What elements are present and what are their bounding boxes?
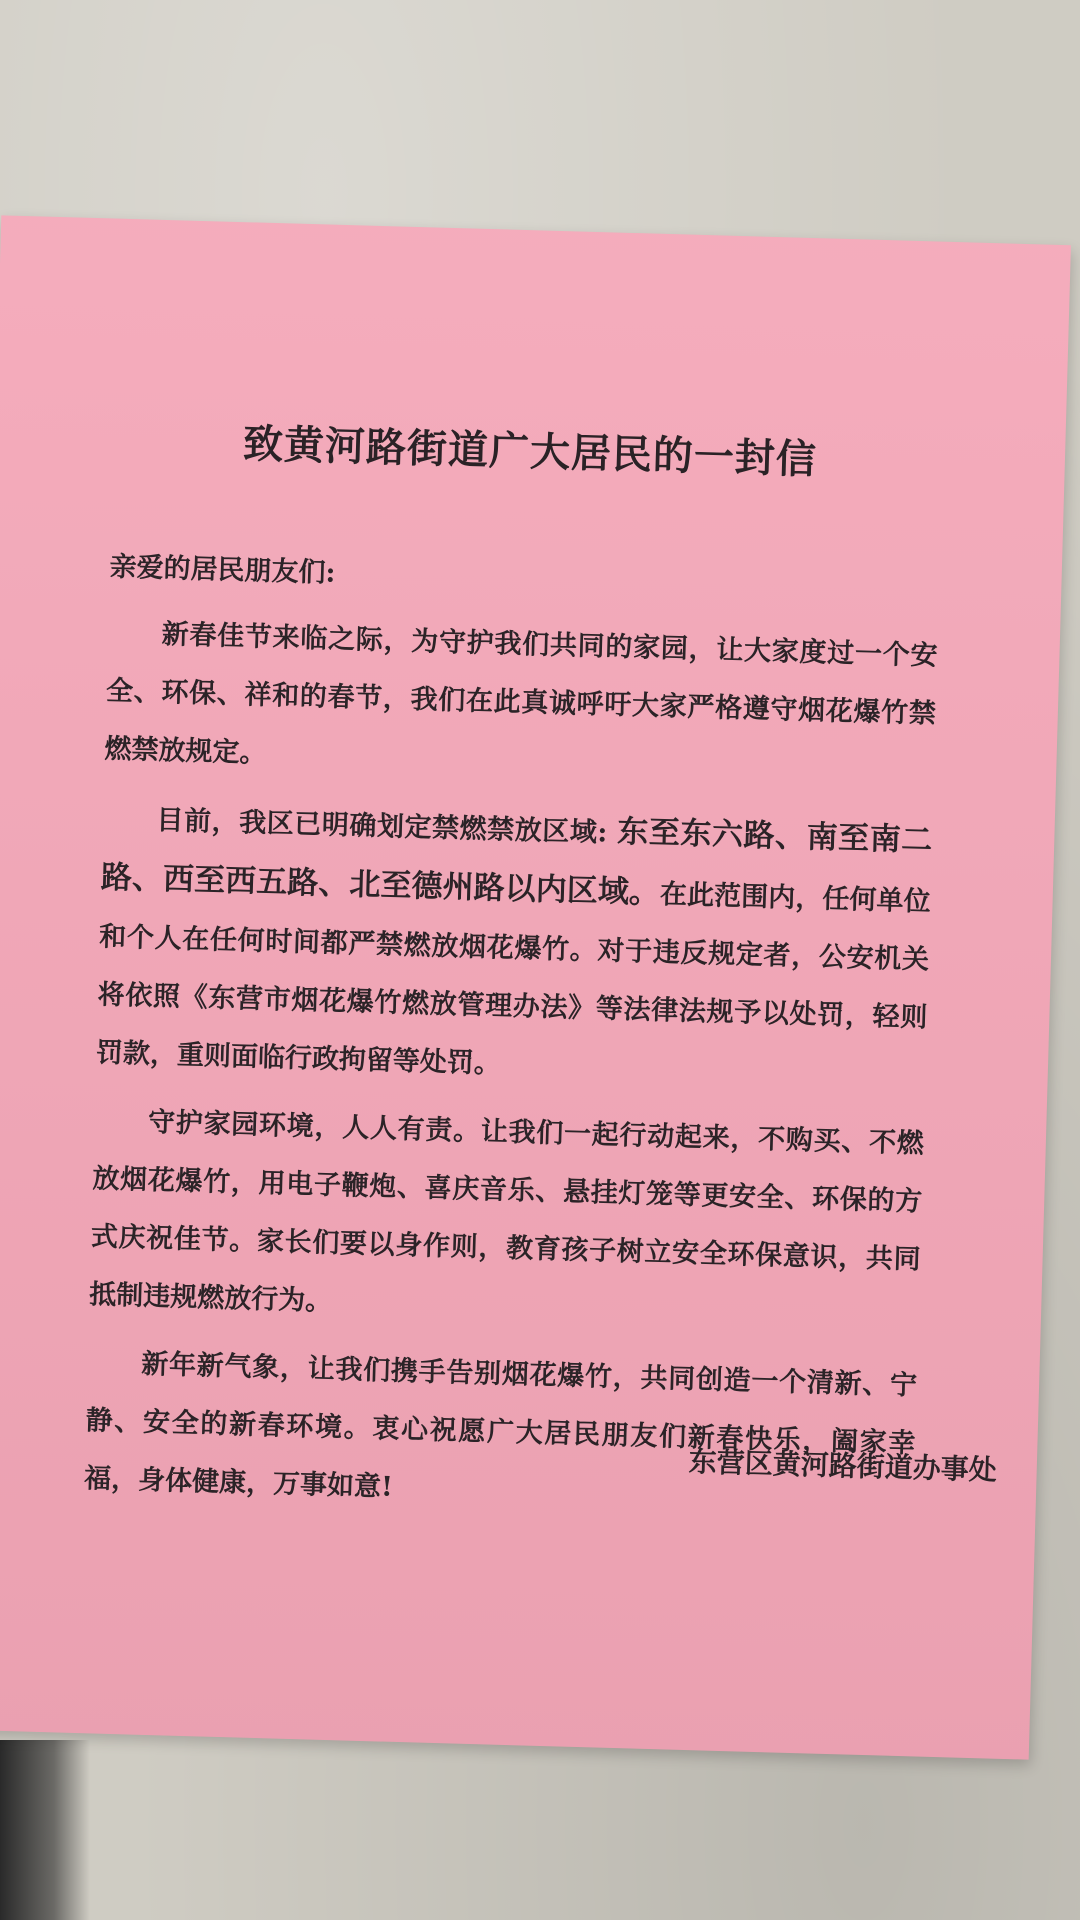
paragraph-2-lead: 目前，我区已明确划定禁燃禁放区域: <box>156 804 618 849</box>
paragraph-1: 新春佳节来临之际，为守护我们共同的家园，让大家度过一个安全、环保、祥和的春节，我们在此真诚呼吁大家严格遵守烟花爆竹禁燃禁放规定。 <box>104 619 938 769</box>
letter-title: 致黄河路街道广大居民的一封信 <box>242 420 818 484</box>
paragraph-3: 守护家园环境，人人有责。让我们一起行动起来，不购买、不燃放烟花爆竹，用电子鞭炮、喜庆音乐、悬挂灯笼等更安全、环保的方式庆祝佳节。家长们要以身作则，教育孩子树立安全环保意识，共同抵制违规燃放行为。 <box>88 1106 925 1318</box>
letter-body <box>83 539 940 1542</box>
restricted-zone-text: 东至东六路、南至南二路、西至西五路、北至德州路以内区域。 <box>100 813 933 912</box>
paragraph-4: 新年新气象，让我们携手告别烟花爆竹，共同创造一个清新、宁静、安全的新春环境。衷心祝愿广大居民朋友们新春快乐，阖家幸福，身体健康，万事如意! <box>83 1348 918 1503</box>
background-shadow <box>0 1740 90 1920</box>
letter-signature: 东营区黄河路街道办事处 <box>688 1445 998 1487</box>
pink-notice-paper <box>0 215 1071 1759</box>
paragraph-2 <box>95 788 933 1105</box>
paragraph-2-tail: 在此范围内，任何单位和个人在任何时间都严禁燃放烟花爆竹。对于违反规定者，公安机关将依照《东营市烟花爆竹燃放管理办法》等法律法规予以处罚，轻则罚款，重则面临行政拘留等处罚。 <box>95 879 931 1080</box>
letter-greeting: 亲爱的居民朋友们: <box>109 551 336 589</box>
